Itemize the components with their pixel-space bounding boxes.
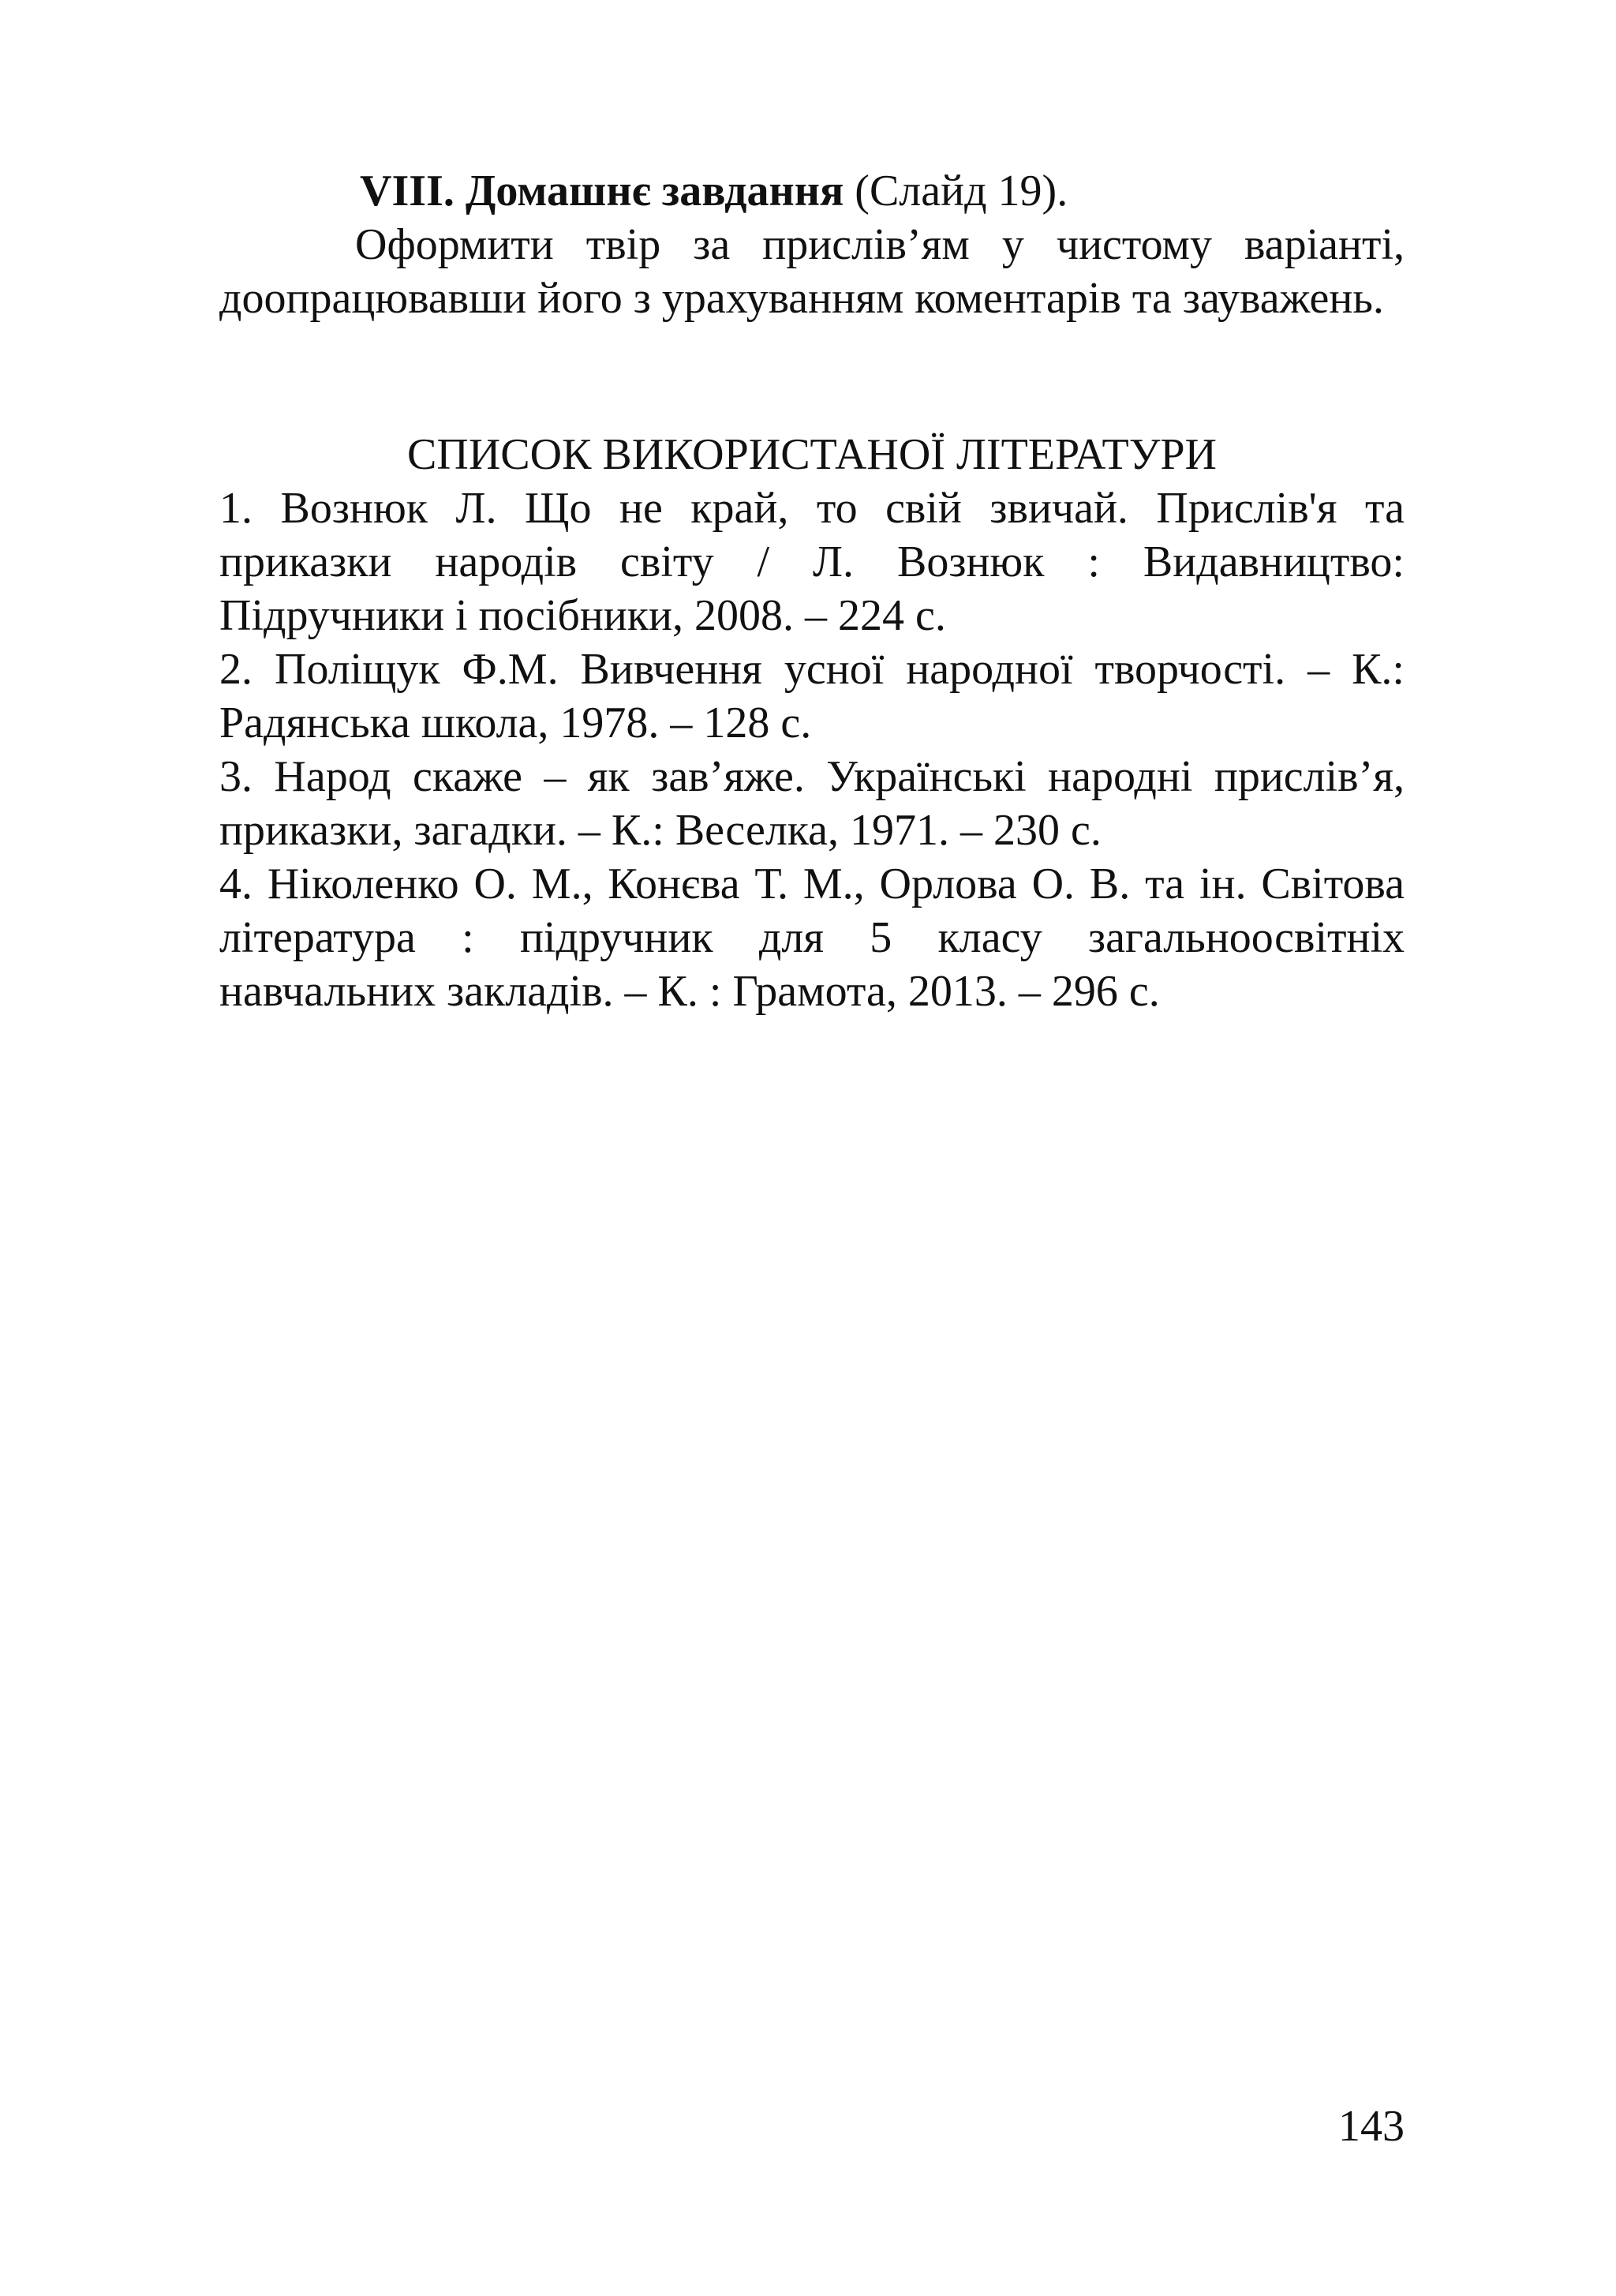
reference-item: 3. Народ скаже – як зав’яже. Українські народні прислів’я, приказки, загадки. – К.: Веселка, 1971. – 230 с. (219, 752, 1405, 855)
homework-task-text: Оформити твір за прислів’ям у чистому варіанті, доопрацювавши його з урахуванням коментарів та зауважень. (219, 220, 1405, 323)
page-number: 143 (1338, 2102, 1405, 2151)
references-title: СПИСОК ВИКОРИСТАНОЇ ЛІТЕРАТУРИ (407, 430, 1217, 479)
reference-item: 1. Вознюк Л. Що не край, то свій звичай. Прислів'я та приказки народів світу / Л. Вознюк : Видавництво: Підручники і посібники, 2008. – 224 с. (219, 484, 1405, 640)
reference-item: 4. Ніколенко О. М., Конєва Т. М., Орлова О. В. та ін. Світова література : підручник для 5 класу загальноосвітніх навчальних закладів. – К. : Грамота, 2013. – 296 с. (219, 860, 1405, 1016)
homework-heading (219, 164, 1405, 218)
references-list (219, 481, 1405, 1018)
reference-item: 2. Поліщук Ф.М. Вивчення усної народної творчості. – К.: Радянська школа, 1978. – 128 с. (219, 645, 1405, 747)
homework-heading-bold: VIII. Домашнє завдання (360, 167, 844, 215)
homework-heading-slide: (Слайд 19). (844, 167, 1068, 215)
